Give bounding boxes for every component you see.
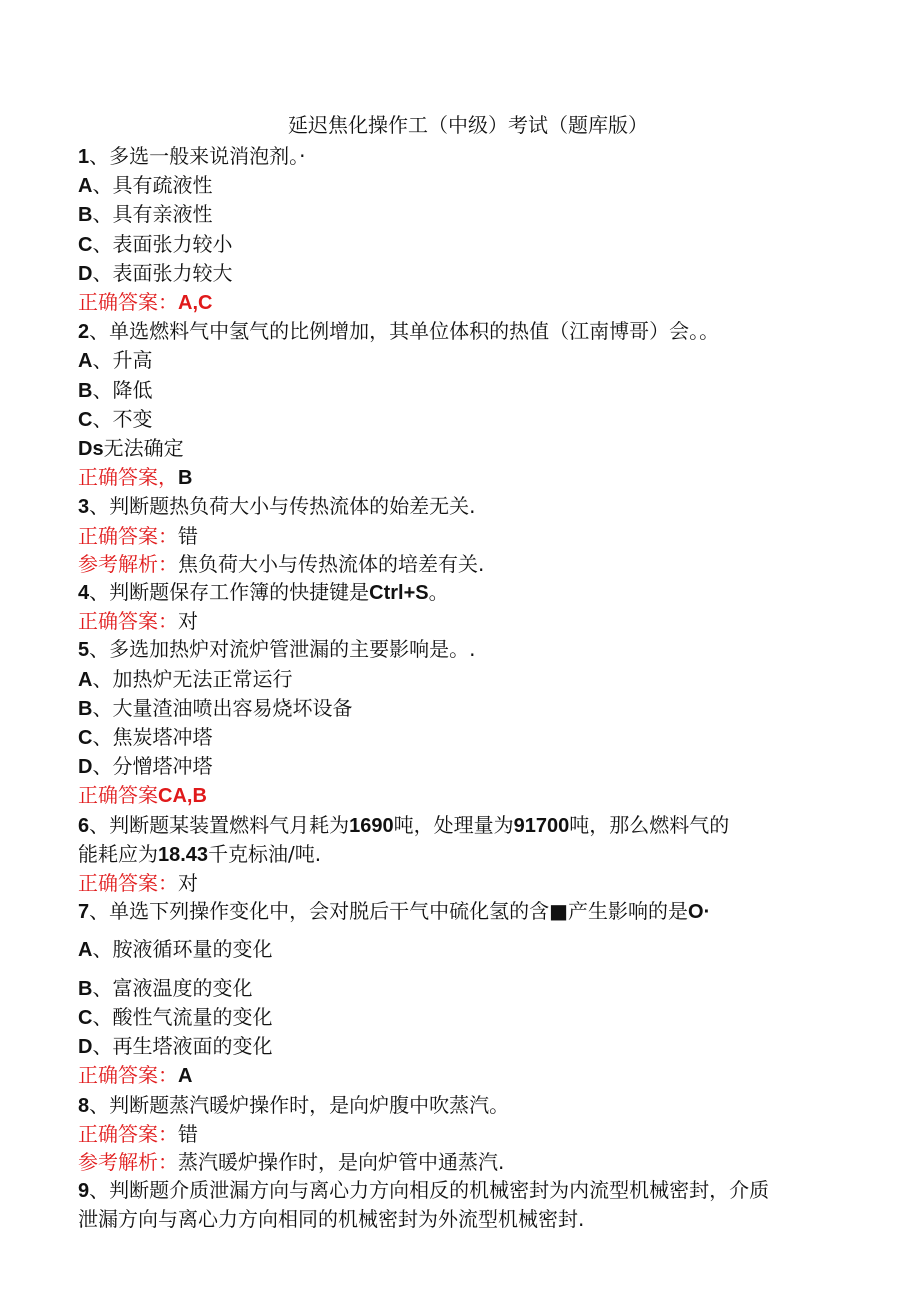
question-text: 吨，那么燃料气的: [569, 812, 730, 837]
option-text: 、降低: [92, 377, 153, 402]
option-b: [78, 200, 838, 229]
option-letter: C: [78, 408, 93, 431]
option-letter: B: [78, 204, 93, 227]
question-tail: 。: [428, 580, 449, 605]
option-a: [78, 171, 838, 200]
option-letter: Ds: [78, 438, 104, 461]
option-b: [78, 974, 838, 1003]
option-text: 、具有疏液性: [92, 173, 213, 198]
option-d: [78, 1032, 838, 1061]
option-letter: B: [78, 697, 93, 720]
option-letter: B: [78, 379, 93, 402]
question-number: 9: [78, 1180, 90, 1203]
answer-line: [78, 1061, 838, 1090]
question-number: 3: [78, 496, 90, 519]
option-a: [78, 935, 838, 964]
answer-value: CA,B: [158, 785, 207, 808]
option-text: 、酸性气流量的变化: [92, 1004, 273, 1029]
option-letter: D: [78, 1036, 93, 1059]
question-text: 、单选燃料气中氢气的比例增加，其单位体积的热值（江南博哥）会。。: [89, 319, 720, 344]
question-text: 、单选下列操作变化中，会对脱后干气中硫化氢的含■产生影响的是: [89, 899, 689, 924]
question-1: [78, 142, 838, 171]
answer-label: 正确答案: [78, 783, 158, 808]
answer-label: 正确答案，: [78, 465, 178, 490]
question-9: [78, 1176, 838, 1205]
answer-label: 正确答案：: [78, 871, 178, 896]
value-throughput: 91700: [513, 814, 570, 837]
option-letter: A: [78, 175, 93, 198]
question-text: 、判断题蒸汽暖炉操作时，是向炉腹中吹蒸汽。: [89, 1092, 510, 1117]
option-text: 、加热炉无法正常运行: [92, 666, 293, 691]
option-d: [78, 752, 838, 781]
question-text: 、判断题保存工作簿的快捷键是: [89, 580, 370, 605]
document-page: [78, 108, 838, 1234]
question-2: [78, 317, 838, 346]
option-text: 、表面张力较小: [92, 231, 233, 256]
answer-line: [78, 1120, 838, 1148]
option-b: [78, 376, 838, 405]
option-c: [78, 405, 838, 434]
answer-value: B: [178, 467, 193, 490]
question-text: 、多选一般来说消泡剂。·: [89, 144, 306, 168]
question-text: 千克标油/吨.: [208, 841, 322, 866]
value-monthly-fuel: 1690: [349, 814, 394, 837]
option-a: [78, 665, 838, 694]
option-c: [78, 1003, 838, 1032]
option-b: [78, 694, 838, 723]
analysis-line: [78, 550, 838, 578]
question-3: [78, 492, 838, 521]
shortcut-text: Ctrl+S: [369, 582, 429, 605]
option-d: [78, 434, 838, 463]
option-c: [78, 230, 838, 259]
answer-label: 正确答案：: [78, 523, 178, 548]
answer-value: 对: [178, 871, 198, 896]
question-text: 、判断题热负荷大小与传热流体的始差无关.: [89, 494, 476, 519]
document-title: 延迟焦化操作工（中级）考试（题库版）: [288, 113, 648, 137]
answer-line: [78, 522, 838, 550]
question-4: [78, 578, 838, 607]
option-letter: A: [78, 939, 93, 962]
option-text: 、分憎塔冲塔: [92, 754, 213, 779]
question-number: 6: [78, 814, 90, 837]
question-text: 、判断题某装置燃料气月耗为: [89, 812, 350, 837]
option-text: 、富液温度的变化: [92, 975, 253, 1000]
option-a: [78, 346, 838, 375]
option-letter: C: [78, 233, 93, 256]
value-energy: 18.43: [158, 843, 209, 866]
question-text: 、判断题介质泄漏方向与离心力方向相反的机械密封为内流型机械密封，介质: [89, 1178, 770, 1203]
question-6-cont: [78, 840, 838, 869]
option-letter: A: [78, 350, 93, 373]
analysis-text: 焦负荷大小与传热流体的培差有关.: [178, 551, 485, 576]
question-number: 5: [78, 639, 90, 662]
question-number: 4: [78, 582, 90, 605]
option-text: 、大量渣油喷出容易烧坏设备: [92, 695, 353, 720]
question-text: 泄漏方向与离心力方向相同的机械密封为外流型机械密封.: [78, 1207, 585, 1232]
analysis-line: [78, 1148, 838, 1176]
answer-line: [78, 869, 838, 897]
option-letter: D: [78, 262, 93, 285]
answer-value: 错: [178, 1121, 198, 1146]
question-text: 、多选加热炉对流炉管泄漏的主要影响是。.: [89, 637, 476, 662]
question-number: 2: [78, 321, 90, 344]
option-text: 、不变: [92, 406, 153, 431]
option-letter: B: [78, 977, 93, 1000]
question-6: [78, 811, 838, 840]
option-letter: D: [78, 756, 93, 779]
analysis-label: 参考解析：: [78, 551, 178, 576]
option-text: 、胺液循环量的变化: [92, 937, 273, 962]
option-c: [78, 723, 838, 752]
option-d: [78, 259, 838, 288]
question-text: 吨，处理量为: [393, 812, 514, 837]
option-text: 、升高: [92, 348, 153, 373]
question-9-cont: [78, 1205, 838, 1233]
question-number: 7: [78, 901, 90, 924]
answer-line: [78, 463, 838, 492]
question-5: [78, 635, 838, 664]
answer-label: 正确答案：: [78, 1063, 178, 1088]
question-number: 1: [78, 146, 90, 168]
option-letter: C: [78, 727, 93, 750]
answer-value: 错: [178, 523, 198, 548]
question-8: [78, 1091, 838, 1120]
question-tail: O·: [688, 901, 711, 924]
analysis-label: 参考解析：: [78, 1149, 178, 1174]
option-letter: C: [78, 1006, 93, 1029]
answer-value: 对: [178, 609, 198, 634]
answer-line: [78, 607, 838, 635]
answer-value: A: [178, 1065, 193, 1088]
question-number: 8: [78, 1094, 90, 1117]
option-text: 无法确定: [103, 436, 184, 461]
question-7: [78, 897, 838, 926]
answer-label: 正确答案：: [78, 1121, 178, 1146]
answer-label: 正确答案：: [78, 290, 178, 315]
analysis-text: 蒸汽暖炉操作时，是向炉管中通蒸汽.: [178, 1149, 505, 1174]
option-text: 、表面张力较大: [92, 260, 233, 285]
question-text: 能耗应为: [78, 841, 158, 866]
answer-line: [78, 781, 838, 810]
answer-line: [78, 288, 838, 317]
option-text: 、再生塔液面的变化: [92, 1034, 273, 1059]
option-text: 、焦炭塔冲塔: [92, 725, 213, 750]
answer-label: 正确答案：: [78, 609, 178, 634]
option-letter: A: [78, 668, 93, 691]
option-text: 、具有亲液性: [92, 202, 213, 227]
answer-value: A,C: [178, 292, 213, 315]
